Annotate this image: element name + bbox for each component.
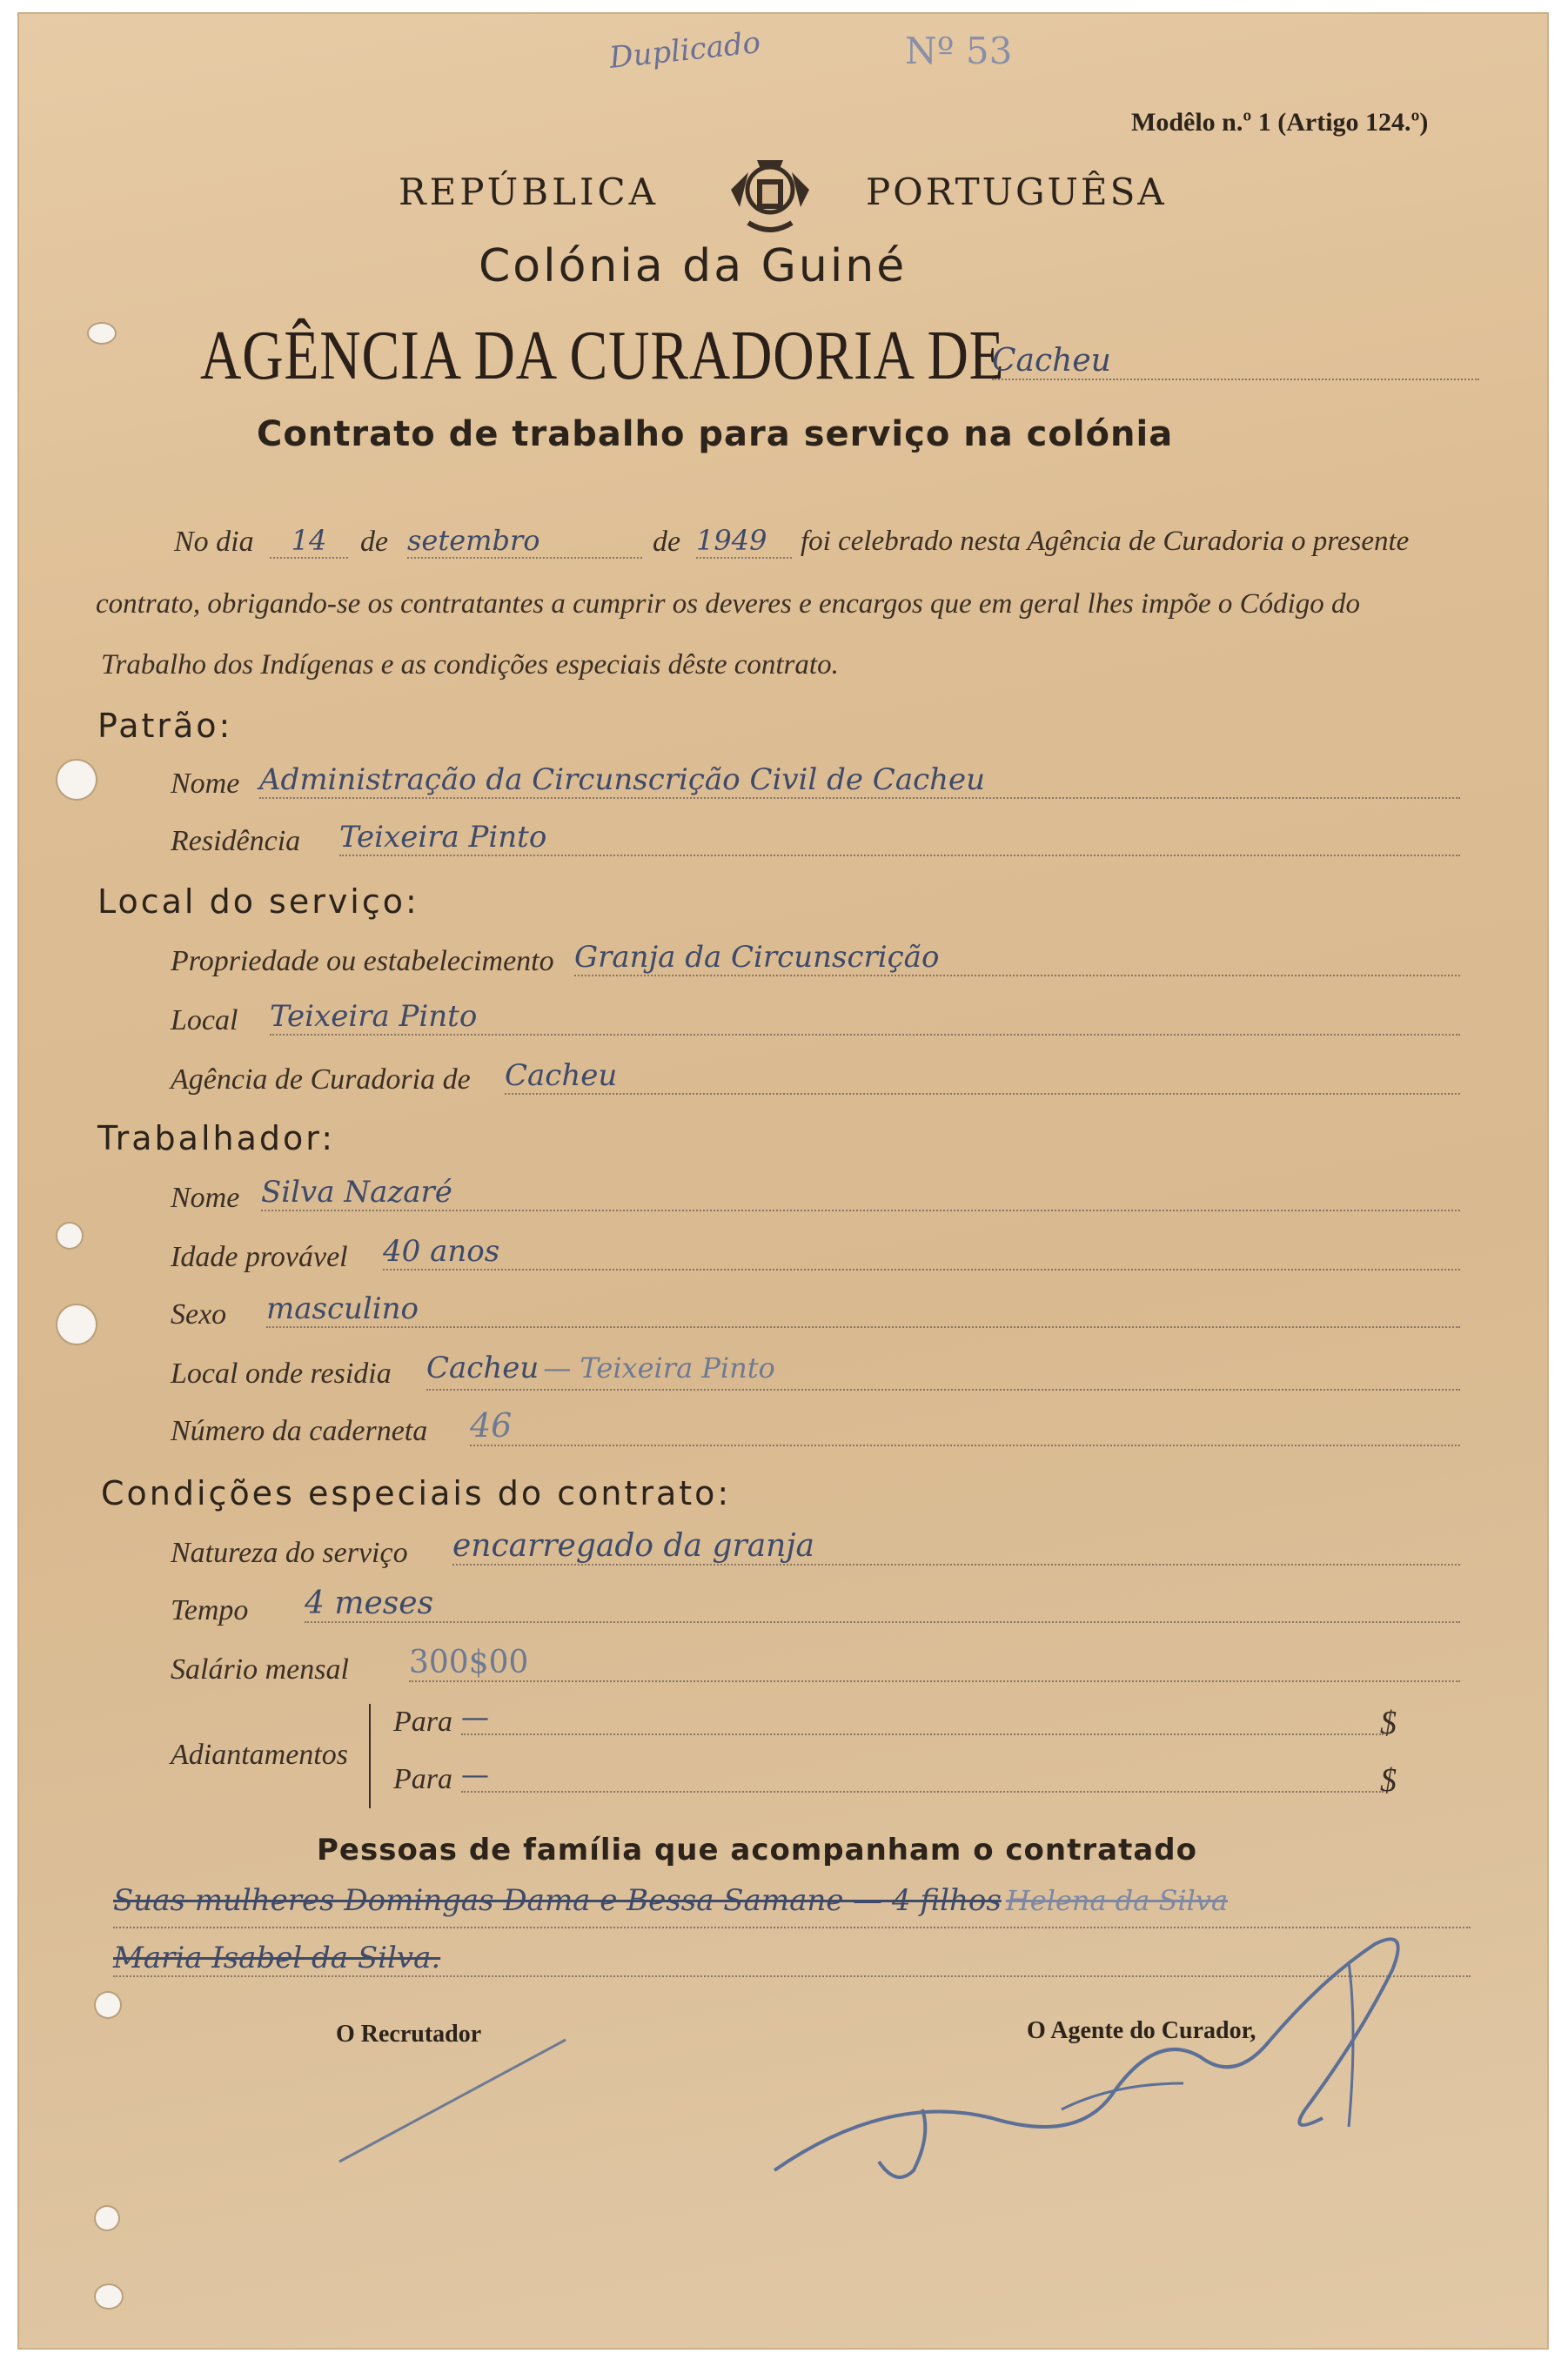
punch-hole: [89, 324, 115, 343]
model-reference: Modêlo n.º 1 (Artigo 124.º): [1131, 108, 1429, 137]
natureza-value: encarregado da granja: [452, 1528, 1460, 1566]
para1-currency: $: [1380, 1705, 1397, 1741]
recrutador-label: O Recrutador: [336, 2021, 482, 2048]
residia-value: Cacheu: [426, 1351, 539, 1385]
sexo-value: masculino: [266, 1291, 1460, 1328]
agent-signature: [748, 1909, 1462, 2191]
residia-field: [426, 1351, 1460, 1391]
punch-hole: [57, 1305, 96, 1344]
intro-line1-rest: foi celebrado nesta Agência de Curadoria o presente: [801, 526, 1410, 557]
caderneta-value: 46: [470, 1406, 1460, 1446]
contract-title: Contrato de trabalho para serviço na colónia: [257, 414, 1174, 454]
intro-de2: de: [653, 526, 681, 558]
intro-line3: Trabalho dos Indígenas e as condições especiais dêste contrato.: [101, 649, 839, 681]
idade-value: 40 anos: [383, 1234, 1460, 1271]
document-sheet: [17, 12, 1549, 2350]
adiantamentos-brace: [369, 1704, 379, 1808]
familia-line1-text: Suas mulheres Domingas Dama e Bessa Samane — 4 filhos: [113, 1883, 1002, 1918]
section-local-servico: Local do serviço:: [97, 882, 419, 921]
header-colony: Colónia da Guiné: [479, 240, 908, 292]
intro-year: 1949: [696, 524, 792, 559]
para2-value: —: [461, 1758, 1384, 1793]
para1-label: Para: [393, 1706, 452, 1738]
sexo-label: Sexo: [171, 1298, 227, 1331]
propriedade-label: Propriedade ou estabelecimento: [171, 945, 554, 977]
tempo-label: Tempo: [171, 1594, 249, 1626]
agente-label: O Agente do Curador,: [1027, 2017, 1256, 2044]
document-number: Nº 53: [905, 30, 1013, 72]
punch-hole: [96, 1993, 120, 2017]
header-portuguesa: PORTUGUÊSA: [866, 171, 1167, 213]
salario-value: 300$00: [409, 1645, 1460, 1682]
residia-value-extra: — Teixeira Pinto: [543, 1351, 775, 1385]
intro-month: setembro: [407, 524, 642, 559]
duplicate-mark: Duplicado: [607, 25, 762, 76]
section-trabalhador: Trabalhador:: [97, 1119, 335, 1157]
familia-line2: Maria Isabel da Silva.: [113, 1941, 1471, 1977]
coat-of-arms-icon: [722, 155, 818, 245]
recrutador-signature-stroke: [331, 2031, 574, 2174]
caderneta-label: Número da caderneta: [171, 1415, 428, 1447]
trabalhador-nome-label: Nome: [171, 1182, 240, 1214]
punch-hole: [96, 2207, 118, 2230]
residia-label: Local onde residia: [171, 1358, 392, 1390]
para2-label: Para: [393, 1763, 452, 1795]
para2-currency: $: [1380, 1762, 1397, 1799]
para1-value: —: [461, 1700, 1384, 1735]
agencia-curadoria-label: Agência de Curadoria de: [171, 1063, 471, 1096]
patrao-residencia-value: Teixeira Pinto: [339, 820, 1460, 856]
agency-place: Cacheu: [992, 343, 1479, 380]
section-familia: Pessoas de família que acompanham o contratado: [317, 1833, 1197, 1867]
intro-de1: de: [360, 526, 389, 558]
natureza-label: Natureza do serviço: [171, 1537, 408, 1569]
idade-label: Idade provável: [171, 1241, 348, 1273]
salario-label: Salário mensal: [171, 1653, 349, 1686]
agency-title: AGÊNCIA DA CURADORIA DE: [200, 318, 1005, 394]
patrao-nome-label: Nome: [171, 768, 240, 800]
patrao-nome-value: Administração da Circunscrição Civil de Cacheu: [259, 762, 1460, 799]
punch-hole: [96, 2285, 122, 2308]
trabalhador-nome-value: Silva Nazaré: [261, 1175, 1460, 1211]
section-patrao: Patrão:: [97, 707, 233, 745]
punch-hole: [57, 761, 96, 799]
intro-line2: contrato, obrigando-se os contratantes a cumprir os deveres e encargos que em geral lhes impõe o Código do: [96, 588, 1361, 620]
tempo-value: 4 meses: [305, 1586, 1460, 1623]
header-republica: REPÚBLICA: [399, 171, 660, 213]
local-label: Local: [171, 1004, 238, 1036]
propriedade-value: Granja da Circunscrição: [574, 940, 1460, 976]
adiantamentos-label: Adiantamentos: [171, 1739, 348, 1771]
agencia-curadoria-value: Cacheu: [505, 1058, 1460, 1095]
intro-day: 14: [270, 524, 348, 559]
section-condicoes: Condições especiais do contrato:: [101, 1474, 732, 1512]
intro-no-dia: No dia: [174, 526, 254, 558]
punch-hole: [57, 1224, 82, 1248]
familia-line1-extra: Helena da Silva: [1005, 1884, 1229, 1917]
patrao-residencia-label: Residência: [171, 825, 301, 857]
local-value: Teixeira Pinto: [270, 999, 1460, 1036]
